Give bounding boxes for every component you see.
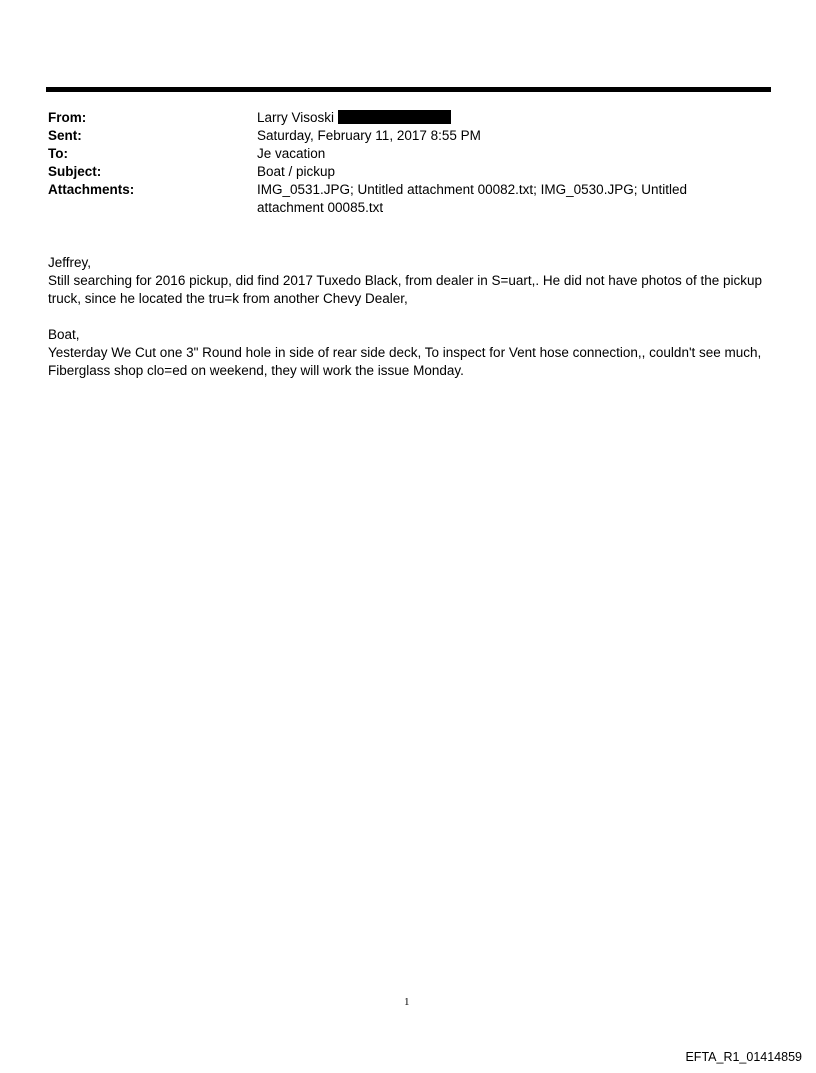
body-paragraph-2: Yesterday We Cut one 3" Round hole in side of rear side deck, To inspect for Vent hose connection,, couldn't see much, Fiberglass shop clo=ed on weekend, they will work the issue Monday. — [48, 345, 762, 378]
email-header — [48, 109, 757, 217]
subject-row — [48, 163, 757, 181]
attachments-value: IMG_0531.JPG; Untitled attachment 00082.txt; IMG_0530.JPG; Untitled attachment 00085.txt — [257, 182, 687, 215]
greeting: Jeffrey, — [48, 255, 92, 270]
sent-row — [48, 127, 757, 145]
attachments-row — [48, 181, 757, 217]
from-label: From: — [48, 110, 87, 125]
page-number: 1 — [404, 996, 410, 1008]
to-row — [48, 145, 757, 163]
header-divider — [46, 87, 771, 92]
attachments-label: Attachments: — [48, 182, 135, 197]
document-id: EFTA_R1_01414859 — [685, 1050, 802, 1064]
to-value: Je vacation — [257, 146, 326, 161]
body-paragraph-1: Still searching for 2016 pickup, did find 2017 Tuxedo Black, from dealer in S=uart,. He did not have photos of the pickup truck, since he located the tru=k from another Chevy Dealer, — [48, 273, 763, 306]
to-label: To: — [48, 146, 68, 161]
subject-value: Boat / pickup — [257, 164, 336, 179]
boat-heading: Boat, — [48, 327, 80, 342]
from-value: Larry Visoski — [257, 110, 335, 125]
from-row — [48, 109, 757, 127]
redaction-box — [338, 110, 451, 124]
subject-label: Subject: — [48, 164, 102, 179]
email-body — [48, 254, 768, 398]
sent-label: Sent: — [48, 128, 82, 143]
sent-value: Saturday, February 11, 2017 8:55 PM — [257, 128, 481, 143]
